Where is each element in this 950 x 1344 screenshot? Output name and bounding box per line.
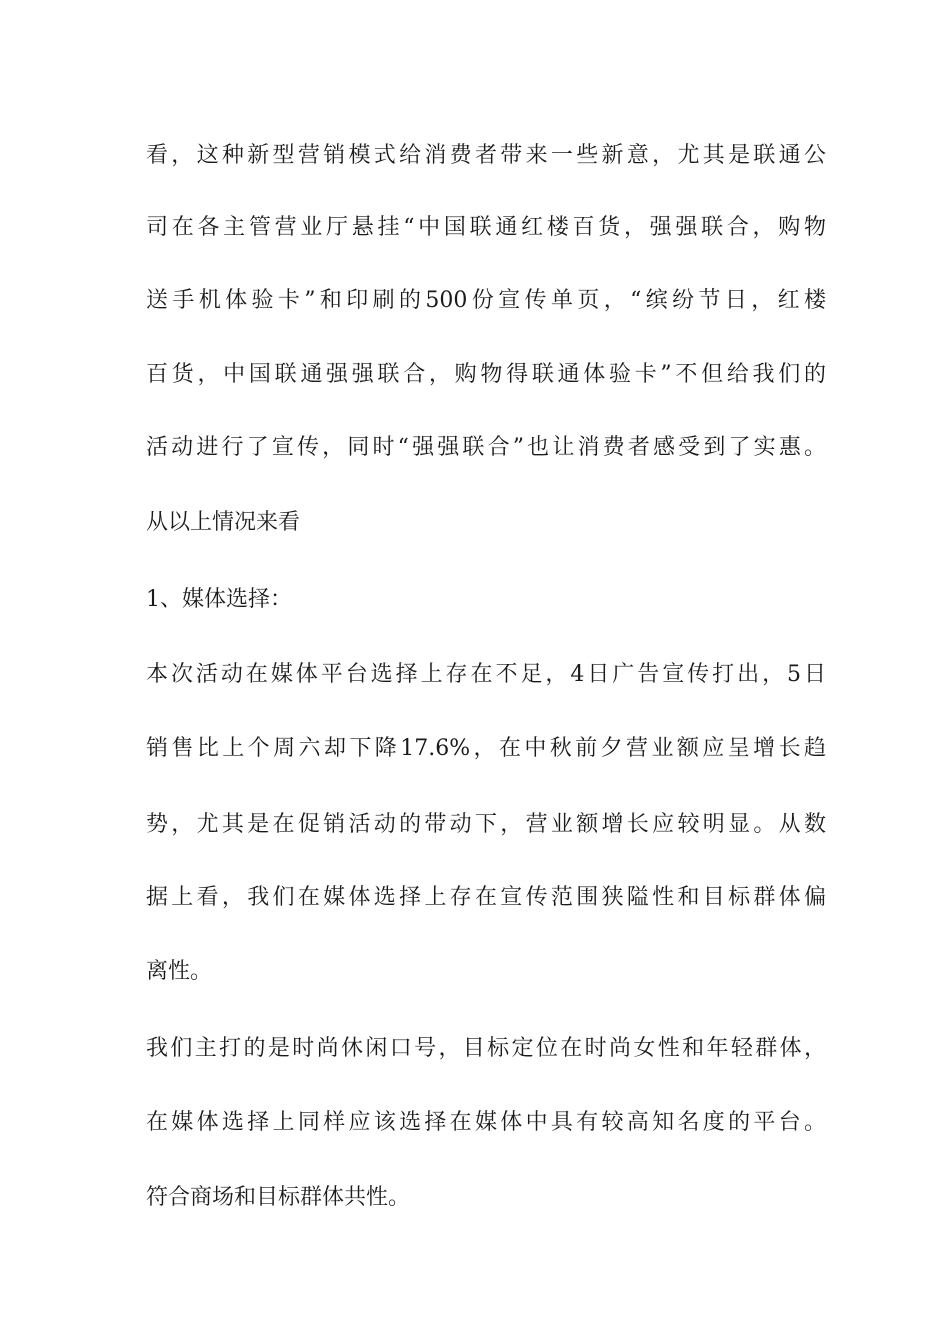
paragraph-line-11: 据上看，我们在媒体选择上存在宣传范围狭隘性和目标群体偏 bbox=[146, 885, 826, 910]
paragraph-line-8: 本次活动在媒体平台选择上存在不足，4日广告宣传打出，5日 bbox=[146, 662, 826, 687]
paragraph-line-12: 离性。 bbox=[146, 959, 213, 984]
paragraph-line-4: 百货，中国联通强强联合，购物得联通体验卡”不但给我们的 bbox=[146, 362, 826, 387]
paragraph-line-15: 符合商场和目标群体共性。 bbox=[146, 1185, 411, 1210]
paragraph-line-10: 势，尤其是在促销活动的带动下，营业额增长应较明显。从数 bbox=[146, 812, 826, 837]
paragraph-line-14: 在媒体选择上同样应该选择在媒体中具有较高知名度的平台。 bbox=[146, 1110, 826, 1135]
section-heading: 1、媒体选择： bbox=[146, 587, 292, 612]
paragraph-line-1: 看，这种新型营销模式给消费者带来一些新意，尤其是联通公 bbox=[146, 143, 826, 168]
paragraph-line-3: 送手机体验卡”和印刷的500份宣传单页，“缤纷节日，红楼 bbox=[146, 288, 826, 313]
paragraph-line-2: 司在各主管营业厅悬挂“中国联通红楼百货，强强联合，购物 bbox=[146, 215, 826, 240]
paragraph-line-9: 销售比上个周六却下降17.6%，在中秋前夕营业额应呈增长趋 bbox=[146, 736, 826, 761]
paragraph-line-13: 我们主打的是时尚休闲口号，目标定位在时尚女性和年轻群体， bbox=[146, 1036, 826, 1061]
paragraph-line-6: 从以上情况来看 bbox=[146, 510, 301, 535]
paragraph-line-5: 活动进行了宣传，同时“强强联合”也让消费者感受到了实惠。 bbox=[146, 435, 826, 460]
